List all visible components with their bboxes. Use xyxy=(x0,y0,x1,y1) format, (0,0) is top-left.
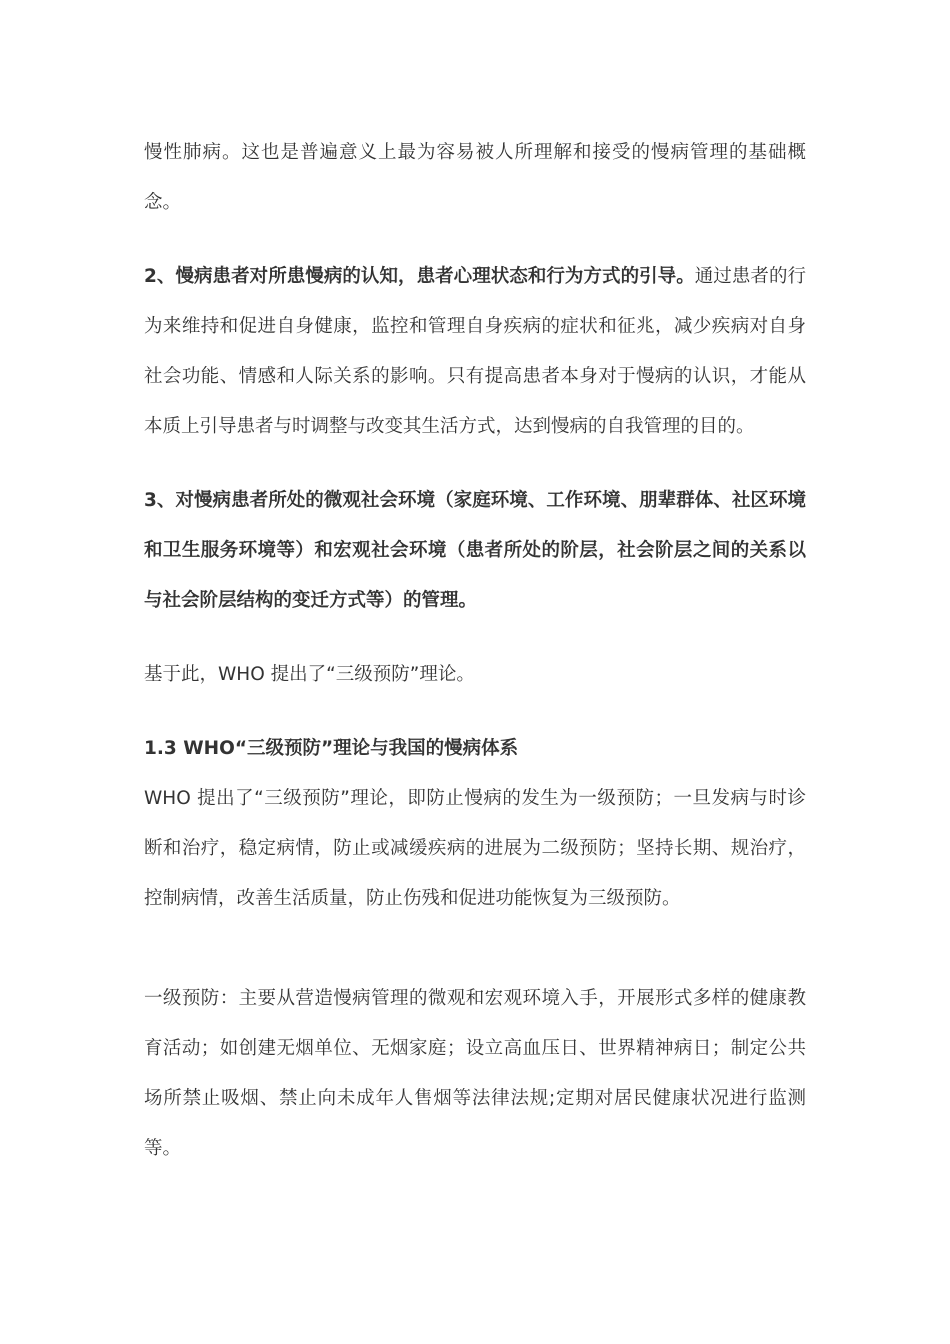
paragraph-social-environment: 3、对慢病患者所处的微观社会环境（家庭环境、工作环境、朋辈群体、社区环境和卫生服务环境等）和宏观社会环境（患者所处的阶层，社会阶层之间的关系以与社会阶层结构的变迁方式等）的管理。 xyxy=(144,490,806,611)
paragraph-who-intro: 基于此，WHO 提出了“三级预防”理论。 xyxy=(144,664,475,685)
section-heading: 1.3 WHO“三级预防”理论与我国的慢病体系 xyxy=(144,738,519,759)
document-page xyxy=(144,128,806,1174)
paragraph-patient-cognition xyxy=(144,252,806,452)
paragraph-patient-cognition-lead: 2、慢病患者对所患慢病的认知，患者心理状态和行为方式的引导。 xyxy=(144,266,695,287)
paragraph-three-level-prevention: WHO 提出了“三级预防”理论，即防止慢病的发生为一级预防；一旦发病与时诊断和治疗，稳定病情，防止或减缓疾病的进展为二级预防；坚持长期、规治疗，控制病情，改善生活质量，防止伤残和促进功能恢复为三级预防。 xyxy=(144,788,806,909)
paragraph-primary-prevention: 一级预防：主要从营造慢病管理的微观和宏观环境入手，开展形式多样的健康教育活动；如创建无烟单位、无烟家庭；设立高血压日、世界精神病日；制定公共场所禁止吸烟、禁止向未成年人售烟等法律法规;定期对居民健康状况进行监测等。 xyxy=(144,988,806,1159)
paragraph-chronic-lung-disease: 慢性肺病。这也是普遍意义上最为容易被人所理解和接受的慢病管理的基础概念。 xyxy=(144,142,806,213)
paragraph-patient-cognition-body: 通过患者的行为来维持和促进自身健康，监控和管理自身疾病的症状和征兆，减少疾病对自身社会功能、情感和人际关系的影响。只有提高患者本身对于慢病的认识，才能从本质上引导患者与时调整与改变其生活方式，达到慢病的自我管理的目的。 xyxy=(144,266,806,437)
